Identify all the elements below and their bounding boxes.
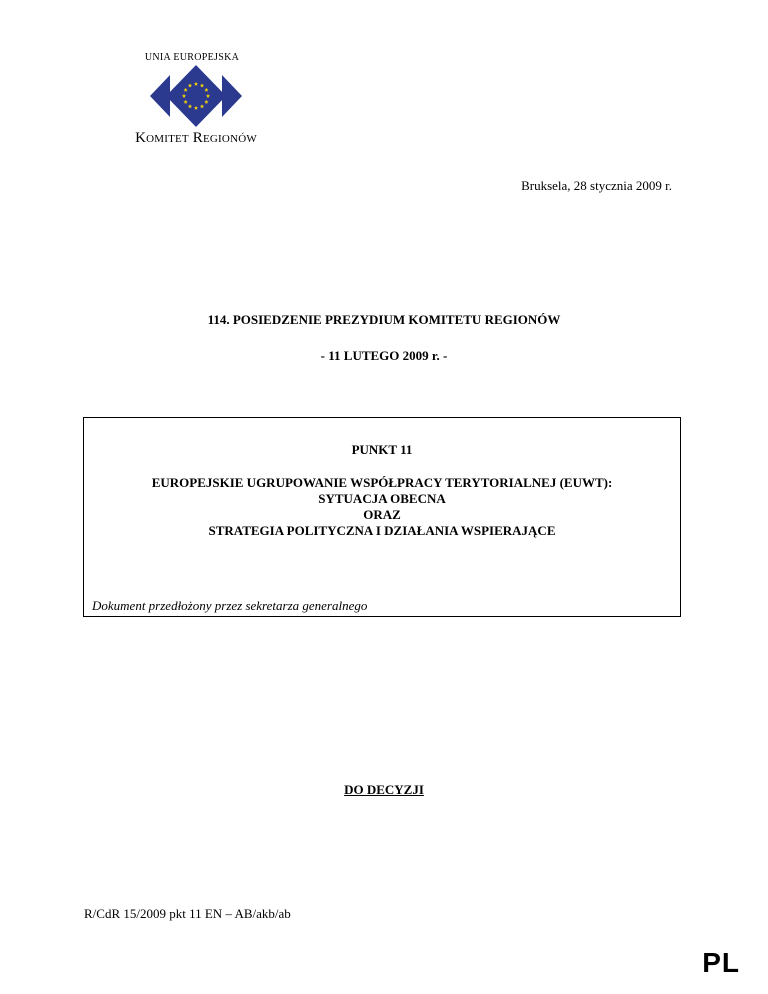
agenda-item-box: [83, 417, 681, 617]
logo-committee-name: Komitet Regionów: [135, 130, 257, 146]
agenda-item-title-line: EUROPEJSKIE UGRUPOWANIE WSPÓŁPRACY TERYTORIALNEJ (EUWT):: [151, 475, 613, 490]
language-code: PL: [702, 947, 740, 978]
meeting-title: 114. POSIEDZENIE PREZYDIUM KOMITETU REGIONÓW: [207, 312, 561, 327]
document-date: Bruksela, 28 stycznia 2009 r.: [521, 178, 672, 193]
agenda-item-title-line: ORAZ: [363, 507, 401, 522]
meeting-date: - 11 LUTEGO 2009 r. -: [320, 348, 448, 363]
logo-header-text: UNIA EUROPEJSKA: [144, 52, 240, 63]
cor-emblem-icon: [150, 65, 242, 132]
document-author: Dokument przedłożony przez sekretarza generalnego: [92, 598, 368, 613]
agenda-item-title-line: STRATEGIA POLITYCZNA I DZIAŁANIA WSPIERAJĄCE: [208, 523, 556, 538]
agenda-item-number: PUNKT 11: [351, 442, 413, 457]
agenda-item-title-line: SYTUACJA OBECNA: [318, 491, 446, 506]
agenda-item-title: [84, 475, 680, 539]
decision-label: DO DECYZJI: [344, 782, 424, 797]
document-reference: R/CdR 15/2009 pkt 11 EN – AB/akb/ab: [84, 906, 291, 921]
